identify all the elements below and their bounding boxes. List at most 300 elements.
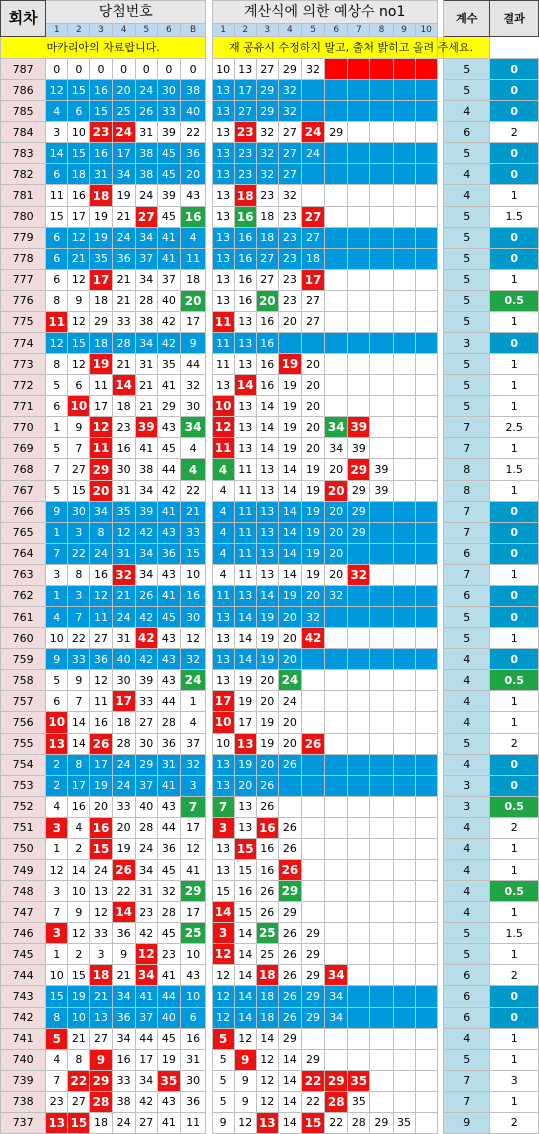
winning-number: 16 xyxy=(68,185,90,206)
predicted-number: 14 xyxy=(278,1049,301,1070)
winning-number: 31 xyxy=(157,754,180,775)
predicted-number: 29 xyxy=(348,501,370,522)
predicted-number xyxy=(370,501,393,522)
predicted-number xyxy=(348,902,370,923)
winning-number: 36 xyxy=(157,543,180,564)
count-value: 5 xyxy=(444,923,490,944)
table-row xyxy=(1,269,539,290)
round-number: 750 xyxy=(1,838,46,859)
count-value: 7 xyxy=(444,1091,490,1112)
predicted-number xyxy=(348,143,370,164)
predicted-number xyxy=(393,438,415,459)
winning-number: 16 xyxy=(112,438,135,459)
winning-number: 45 xyxy=(157,206,180,227)
winning-number: 42 xyxy=(157,333,180,354)
winning-number: 42 xyxy=(157,311,180,332)
predicted-number: 13 xyxy=(256,501,278,522)
predicted-number xyxy=(370,775,393,796)
predicted-number: 35 xyxy=(393,1112,415,1133)
predicted-number xyxy=(393,1049,415,1070)
winning-number: 43 xyxy=(157,564,180,585)
predicted-number xyxy=(393,290,415,311)
predicted-number xyxy=(393,227,415,248)
result-value: 0 xyxy=(490,227,539,248)
result-value: 0 xyxy=(490,585,539,606)
winning-number: 8 xyxy=(46,354,68,375)
predicted-number: 20 xyxy=(278,733,301,754)
count-value: 4 xyxy=(444,164,490,185)
predicted-number: 15 xyxy=(234,859,256,880)
winning-number: 34 xyxy=(135,1070,157,1091)
count-value: 7 xyxy=(444,417,490,438)
predicted-number: 29 xyxy=(278,59,301,80)
predicted-number xyxy=(348,691,370,712)
predicted-number xyxy=(415,290,437,311)
table-row xyxy=(1,838,539,859)
winning-number: 21 xyxy=(112,965,135,986)
winning-number: 12 xyxy=(46,80,68,101)
winning-number: 37 xyxy=(135,775,157,796)
predicted-number: 12 xyxy=(212,417,234,438)
predicted-number: 13 xyxy=(212,607,234,628)
winning-number: 1 xyxy=(46,522,68,543)
predicted-number xyxy=(370,375,393,396)
predicted-number xyxy=(370,986,393,1007)
predicted-number: 13 xyxy=(234,59,256,80)
winning-number: 4 xyxy=(46,607,68,628)
winning-number: 21 xyxy=(180,501,205,522)
predicted-number xyxy=(301,881,324,902)
predicted-number: 18 xyxy=(256,206,278,227)
predicted-number xyxy=(348,290,370,311)
predicted-number xyxy=(325,859,348,880)
predicted-number xyxy=(301,1028,324,1049)
predicted-number xyxy=(301,80,324,101)
predicted-number xyxy=(370,333,393,354)
table-row xyxy=(1,290,539,311)
winning-number: 21 xyxy=(135,375,157,396)
winning-number: 15 xyxy=(90,838,112,859)
winning-number: 43 xyxy=(157,670,180,691)
result-value: 0 xyxy=(490,143,539,164)
predicted-number xyxy=(348,269,370,290)
result-value: 0.5 xyxy=(490,881,539,902)
predicted-number xyxy=(393,396,415,417)
predicted-number: 20 xyxy=(278,311,301,332)
winning-number: 0 xyxy=(112,59,135,80)
predicted-number: 17 xyxy=(234,80,256,101)
round-number: 744 xyxy=(1,965,46,986)
predicted-number: 13 xyxy=(234,311,256,332)
winning-number: 23 xyxy=(135,902,157,923)
result-value: 1 xyxy=(490,480,539,501)
winning-number: 5 xyxy=(46,480,68,501)
predicted-number: 13 xyxy=(212,838,234,859)
winning-number: 15 xyxy=(46,206,68,227)
predicted-number xyxy=(370,164,393,185)
source-note: 마카리아의 자료랍니다. xyxy=(1,37,206,59)
predicted-number: 12 xyxy=(212,965,234,986)
winning-number: 7 xyxy=(46,1070,68,1091)
winning-number: 4 xyxy=(46,101,68,122)
predicted-number: 19 xyxy=(301,564,324,585)
predicted-number: 20 xyxy=(256,290,278,311)
result-value: 1 xyxy=(490,944,539,965)
predicted-number xyxy=(301,164,324,185)
winning-number: 16 xyxy=(90,143,112,164)
table-row xyxy=(1,923,539,944)
winning-number: 2 xyxy=(68,944,90,965)
predicted-number: 13 xyxy=(212,269,234,290)
winning-number: 5 xyxy=(46,1028,68,1049)
predicted-number xyxy=(325,290,348,311)
winning-number: 45 xyxy=(157,1028,180,1049)
predicted-number: 14 xyxy=(234,923,256,944)
predicted-number: 14 xyxy=(234,1007,256,1028)
predicted-number: 13 xyxy=(256,564,278,585)
winning-number: 41 xyxy=(157,375,180,396)
winning-number: 11 xyxy=(90,438,112,459)
predicted-number: 16 xyxy=(256,375,278,396)
result-value: 1 xyxy=(490,396,539,417)
winning-number: 33 xyxy=(112,311,135,332)
winning-number: 10 xyxy=(180,564,205,585)
predicted-number: 29 xyxy=(348,522,370,543)
winning-number: 21 xyxy=(112,585,135,606)
predicted-number xyxy=(348,59,370,80)
winning-number: 24 xyxy=(112,754,135,775)
winning-number: 26 xyxy=(112,859,135,880)
predicted-number: 11 xyxy=(234,543,256,564)
predicted-number xyxy=(325,311,348,332)
winning-number: 40 xyxy=(135,796,157,817)
predicted-number xyxy=(370,564,393,585)
predicted-number: 15 xyxy=(301,1112,324,1133)
round-number: 740 xyxy=(1,1049,46,1070)
winning-number: 35 xyxy=(157,1070,180,1091)
predicted-number xyxy=(370,817,393,838)
table-row xyxy=(1,1007,539,1028)
count-value: 5 xyxy=(444,311,490,332)
predicted-number: 26 xyxy=(278,817,301,838)
predicted-number: 9 xyxy=(234,1070,256,1091)
predicted-number xyxy=(370,881,393,902)
predicted-number xyxy=(415,1070,437,1091)
predicted-number xyxy=(325,164,348,185)
predicted-number: 11 xyxy=(212,354,234,375)
predicted-number: 5 xyxy=(212,1049,234,1070)
predicted-number: 16 xyxy=(256,817,278,838)
winning-number: 36 xyxy=(112,1007,135,1028)
winning-number: 7 xyxy=(68,438,90,459)
winning-number: 19 xyxy=(90,775,112,796)
round-number: 743 xyxy=(1,986,46,1007)
count-value: 5 xyxy=(444,80,490,101)
winning-number: 1 xyxy=(46,838,68,859)
predicted-number: 19 xyxy=(301,480,324,501)
winning-number: 22 xyxy=(180,480,205,501)
predicted-number: 24 xyxy=(301,122,324,143)
winning-number: 21 xyxy=(112,290,135,311)
winning-number: 10 xyxy=(180,986,205,1007)
winning-number: 8 xyxy=(68,754,90,775)
winning-number: 13 xyxy=(46,1112,68,1133)
predicted-number: 4 xyxy=(212,522,234,543)
predicted-number xyxy=(370,80,393,101)
winning-number: 13 xyxy=(90,881,112,902)
prediction-col-1: 1 xyxy=(212,24,234,37)
round-number: 749 xyxy=(1,859,46,880)
winning-number: 4 xyxy=(180,438,205,459)
predicted-number xyxy=(370,101,393,122)
predicted-number: 27 xyxy=(278,143,301,164)
result-value: 1 xyxy=(490,1049,539,1070)
predicted-number xyxy=(325,649,348,670)
predicted-number xyxy=(393,1070,415,1091)
winning-number: 16 xyxy=(90,817,112,838)
predicted-number xyxy=(370,1049,393,1070)
predicted-number xyxy=(348,164,370,185)
round-number: 773 xyxy=(1,354,46,375)
predicted-number: 10 xyxy=(212,59,234,80)
predicted-number: 20 xyxy=(278,607,301,628)
predicted-number: 29 xyxy=(325,1070,348,1091)
predicted-number: 12 xyxy=(234,1028,256,1049)
result-value: 0 xyxy=(490,80,539,101)
winning-number: 19 xyxy=(112,185,135,206)
predicted-number: 23 xyxy=(234,143,256,164)
predicted-number xyxy=(325,333,348,354)
round-number: 753 xyxy=(1,775,46,796)
predicted-number: 39 xyxy=(370,480,393,501)
winning-number: 11 xyxy=(180,1112,205,1133)
winning-number: 30 xyxy=(112,670,135,691)
predicted-number: 32 xyxy=(278,80,301,101)
predicted-number xyxy=(415,986,437,1007)
result-value: 0 xyxy=(490,754,539,775)
predicted-number: 13 xyxy=(256,543,278,564)
count-header: 계수 xyxy=(444,1,490,37)
count-value: 5 xyxy=(444,290,490,311)
predicted-number xyxy=(370,859,393,880)
predicted-number: 14 xyxy=(234,986,256,1007)
winning-number: 33 xyxy=(112,1070,135,1091)
winning-number: 31 xyxy=(135,122,157,143)
winning-number: 45 xyxy=(157,143,180,164)
winning-number: 42 xyxy=(157,480,180,501)
winning-number: 6 xyxy=(46,269,68,290)
count-value: 5 xyxy=(444,248,490,269)
winning-number: 16 xyxy=(90,564,112,585)
predicted-number xyxy=(415,944,437,965)
predicted-number xyxy=(370,733,393,754)
winning-number: 18 xyxy=(180,269,205,290)
predicted-number xyxy=(348,375,370,396)
winning-number: 12 xyxy=(68,923,90,944)
round-number: 783 xyxy=(1,143,46,164)
predicted-number: 34 xyxy=(325,1007,348,1028)
winning-number: 31 xyxy=(135,354,157,375)
predicted-number xyxy=(415,143,437,164)
round-number: 756 xyxy=(1,712,46,733)
winning-number: 26 xyxy=(135,101,157,122)
predicted-number: 26 xyxy=(278,838,301,859)
round-number: 762 xyxy=(1,585,46,606)
predicted-number xyxy=(415,838,437,859)
predicted-number xyxy=(325,59,348,80)
predicted-number xyxy=(415,1091,437,1112)
winning-number: 9 xyxy=(46,649,68,670)
winning-number: 9 xyxy=(46,501,68,522)
winning-number: 10 xyxy=(68,396,90,417)
predicted-number xyxy=(325,185,348,206)
table-row xyxy=(1,944,539,965)
winning-number: 12 xyxy=(90,902,112,923)
predicted-number xyxy=(370,396,393,417)
winning-number: 3 xyxy=(46,923,68,944)
predicted-number xyxy=(393,269,415,290)
predicted-number xyxy=(393,607,415,628)
predicted-number xyxy=(393,754,415,775)
winning-number: 45 xyxy=(157,607,180,628)
predicted-number: 13 xyxy=(212,206,234,227)
predicted-number xyxy=(325,227,348,248)
winning-number: 38 xyxy=(180,80,205,101)
predicted-number xyxy=(301,796,324,817)
winning-number: 28 xyxy=(135,817,157,838)
winning-number: 9 xyxy=(68,290,90,311)
predicted-number: 4 xyxy=(212,501,234,522)
predicted-number xyxy=(415,796,437,817)
predicted-number xyxy=(393,143,415,164)
winning-number: 41 xyxy=(157,227,180,248)
predicted-number: 19 xyxy=(256,733,278,754)
table-row xyxy=(1,480,539,501)
winning-number: 24 xyxy=(180,670,205,691)
winning-number: 30 xyxy=(157,80,180,101)
round-number: 777 xyxy=(1,269,46,290)
predicted-number: 20 xyxy=(234,775,256,796)
predicted-number: 23 xyxy=(278,269,301,290)
predicted-number: 26 xyxy=(256,775,278,796)
winning-number: 6 xyxy=(68,101,90,122)
predicted-number xyxy=(325,775,348,796)
winning-number: 27 xyxy=(68,459,90,480)
predicted-number: 13 xyxy=(256,459,278,480)
predicted-number: 26 xyxy=(278,923,301,944)
winning-number: 17 xyxy=(180,902,205,923)
count-value: 5 xyxy=(444,354,490,375)
table-row xyxy=(1,1070,539,1091)
predicted-number xyxy=(325,691,348,712)
count-value: 4 xyxy=(444,185,490,206)
predicted-number xyxy=(325,101,348,122)
winning-number: 19 xyxy=(90,227,112,248)
predicted-number xyxy=(348,607,370,628)
predicted-number: 13 xyxy=(234,417,256,438)
round-number: 768 xyxy=(1,459,46,480)
round-number: 772 xyxy=(1,375,46,396)
winning-number: 25 xyxy=(112,101,135,122)
count-value: 3 xyxy=(444,775,490,796)
predicted-number: 10 xyxy=(212,396,234,417)
round-number: 757 xyxy=(1,691,46,712)
winning-number: 33 xyxy=(135,691,157,712)
winning-number: 30 xyxy=(180,607,205,628)
result-header: 결과 xyxy=(490,1,539,37)
winning-number: 22 xyxy=(112,881,135,902)
predicted-number: 16 xyxy=(234,269,256,290)
predicted-number: 22 xyxy=(325,1112,348,1133)
count-value: 4 xyxy=(444,754,490,775)
count-value: 4 xyxy=(444,1028,490,1049)
winning-number: 18 xyxy=(90,965,112,986)
predicted-number: 20 xyxy=(325,501,348,522)
predicted-number: 18 xyxy=(256,1007,278,1028)
predicted-number: 13 xyxy=(256,522,278,543)
winning-number: 17 xyxy=(90,269,112,290)
result-value: 1 xyxy=(490,311,539,332)
predicted-number xyxy=(393,859,415,880)
count-value: 6 xyxy=(444,122,490,143)
round-number: 751 xyxy=(1,817,46,838)
winning-number: 2 xyxy=(46,754,68,775)
predicted-number xyxy=(348,122,370,143)
round-number: 748 xyxy=(1,881,46,902)
predicted-number: 29 xyxy=(348,480,370,501)
winning-number: 28 xyxy=(157,712,180,733)
result-value: 0 xyxy=(490,1007,539,1028)
predicted-number xyxy=(325,375,348,396)
predicted-number xyxy=(325,817,348,838)
winning-number: 12 xyxy=(112,522,135,543)
winning-number: 11 xyxy=(46,311,68,332)
winning-number: 20 xyxy=(180,290,205,311)
winning-number: 18 xyxy=(112,712,135,733)
result-value: 1 xyxy=(490,375,539,396)
winning-number: 38 xyxy=(135,459,157,480)
predicted-number xyxy=(348,1007,370,1028)
predicted-number: 29 xyxy=(256,101,278,122)
predicted-number: 14 xyxy=(234,965,256,986)
predicted-number xyxy=(370,122,393,143)
table-row xyxy=(1,143,539,164)
predicted-number: 13 xyxy=(212,101,234,122)
result-value: 0 xyxy=(490,59,539,80)
table-row xyxy=(1,670,539,691)
predicted-number xyxy=(393,185,415,206)
winning-number: 11 xyxy=(90,375,112,396)
winning-number: 14 xyxy=(68,712,90,733)
predicted-number xyxy=(301,838,324,859)
count-value: 7 xyxy=(444,564,490,585)
predicted-number: 19 xyxy=(278,438,301,459)
winning-number: 16 xyxy=(112,1049,135,1070)
predicted-number: 5 xyxy=(212,1028,234,1049)
predicted-number xyxy=(348,712,370,733)
predicted-number: 20 xyxy=(301,585,324,606)
winning-number: 17 xyxy=(68,775,90,796)
predicted-number xyxy=(370,143,393,164)
result-value: 0 xyxy=(490,501,539,522)
winning-number: 4 xyxy=(68,817,90,838)
predicted-number: 29 xyxy=(348,459,370,480)
predicted-number xyxy=(415,881,437,902)
predicted-number xyxy=(370,59,393,80)
count-value: 4 xyxy=(444,691,490,712)
predicted-number xyxy=(370,522,393,543)
winning-number: 12 xyxy=(180,628,205,649)
